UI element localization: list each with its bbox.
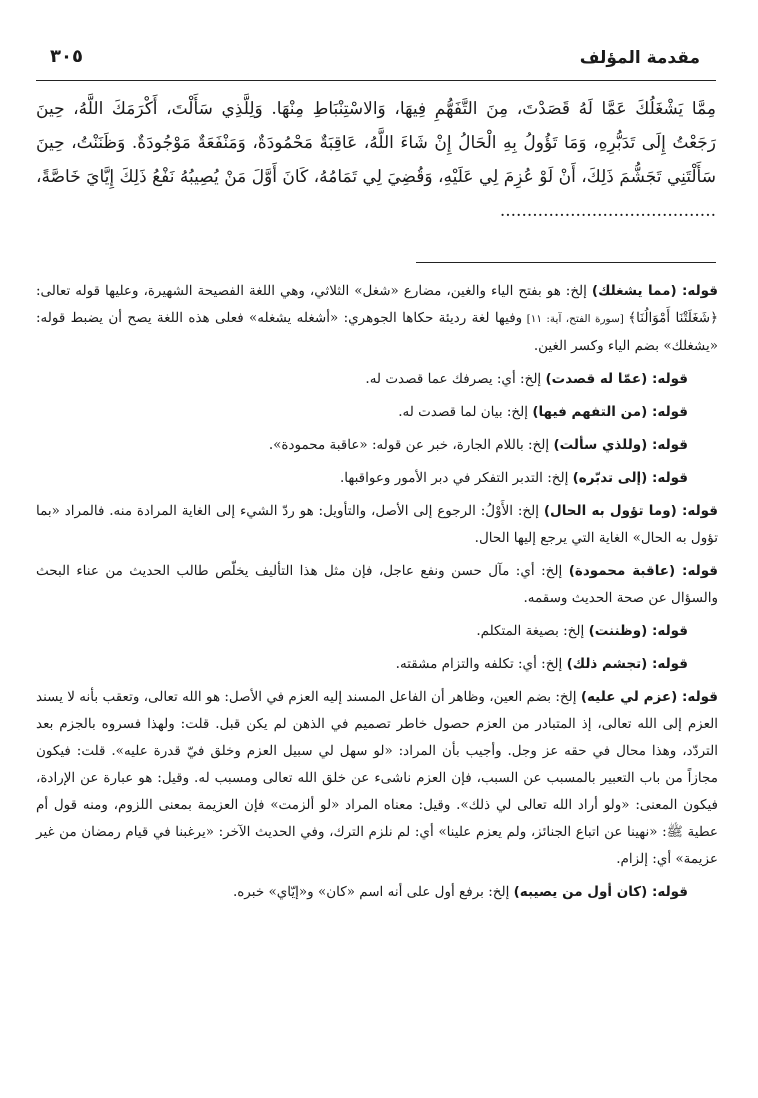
entry-lemma: (تجشم ذلك) [566,656,648,672]
entry-qawluh: قوله: [675,563,719,579]
entry-ilakh: إلخ: [513,503,544,519]
commentary-entry [36,399,718,426]
entry-lemma: (عمّا له قصدت) [545,371,648,387]
entry-qawluh: قوله: [647,371,688,387]
entry-ilakh: إلخ: [523,437,554,453]
entry-body: أي: تكلفه والتزام مشقته. [395,656,537,672]
entry-lemma: (عزم لي عليه) [580,689,678,705]
entry-body: بضم العين، وظاهر أن الفاعل المسند إليه العزم في الأصل: هو الله تعالى، وتعقب بأنه لا يسند العزم إلى الله تعالى، إذ المتبادر من العزم حصول خاطر تصميم في الذهن لم يكن قبل. قلت: ولهذا فسروه بالجزم بعد التردّد، وهذا محال في حقه عز وجل. وأجيب بأن المراد: «لو سهل لي سبيل العزم وخلق فيّ قدرة عليه». قلت: فيكون مجازاً من باب التعبير بالمسبب عن السبب، فإن العزم ناشىء عن خلق الله تعالى ومسبب له. وقيل: هو عبارة عن الإرادة، فيكون المعنى: «ولو أراد الله تعالى لي ذلك». وقيل: معناه المراد «لو ألزمت» فإن العزيمة بمعنى اللزوم، ومنه قول أم عطية ﷺ: «نهينا عن اتباع الجنائز، ولم يعزم علينا» أي: لم نلزم الترك، وفي الحديث الآخر: «يرغبنا في قيام رمضان من غير عزيمة» أي: إلزام. [36,689,718,867]
entry-ilakh: إلخ: [558,623,589,639]
entry-ilakh: إلخ: [534,563,569,579]
entry-qawluh: قوله: [647,404,688,420]
commentary-entry [36,879,718,906]
commentary-entry [36,278,718,360]
entry-lemma: (إلى تدبّره) [572,470,648,486]
commentary [36,278,718,912]
entry-lemma: (من التفهم فيها) [532,404,648,420]
entry-qawluh: قوله: [647,623,688,639]
entry-body: هو بفتح الياء والغين، مضارع «شغل» الثلاثي، وهي اللغة الفصيحة الشهيرة، وعليها قوله تعالى: ﴿شَغَلَتْنَا أَمْوَالُنَا﴾ [36,283,718,326]
entry-lemma: (وما تؤول به الحال) [543,503,677,519]
running-header [40,40,708,80]
entry-body: التدبر التفكر في دبر الأمور وعواقبها. [339,470,543,486]
entry-ilakh: إلخ: [483,884,514,900]
entry-ilakh: إلخ: [542,470,573,486]
commentary-entry [36,465,718,492]
entry-ilakh: إلخ: [515,371,546,387]
entry-lemma: (وللذي سألت) [553,437,648,453]
entry-qawluh: قوله: [676,503,718,519]
entry-ilakh: إلخ: [551,689,581,705]
header-divider [36,80,716,81]
commentary-entry [36,432,718,459]
entry-lemma: (وظننت) [588,623,648,639]
commentary-entry [36,558,718,612]
commentary-entry [36,498,718,552]
entry-lemma: (عاقبة محمودة) [568,563,676,579]
entry-lemma: (مما يشغلك) [591,283,677,299]
entry-qawluh: قوله: [647,470,688,486]
main-text [36,92,716,228]
entry-body: الأَوْلُ: الرجوع إلى الأصل، والتأويل: هو ردّ الشيء إلى الغاية المرادة منه. فالمراد «بما تؤول به الحال» الغاية التي يرجع إليها الحال. [36,503,718,546]
page-number: ٣٠٥ [50,46,83,67]
entry-body: أي: يصرفك عما قصدت له. [365,371,516,387]
commentary-entry [36,651,718,678]
footnote-separator [416,262,716,263]
entry-ilakh: إلخ: [560,283,592,299]
entry-body: باللام الجارة، خبر عن قوله: «عاقبة محمودة». [268,437,524,453]
commentary-entry [36,618,718,645]
entry-ilakh: إلخ: [502,404,533,420]
entry-body: برفع أول على أنه اسم «كان» و«إيّاي» خبره. [232,884,484,900]
entry-tail: وفيها لغة رديئة حكاها الجوهري: «أشغله يشغله» فعلى هذه اللغة يصح أن يضبط قوله: «يشغلك» بضم الياء وكسر الغين. [36,310,718,354]
commentary-entry [36,366,718,393]
commentary-entry [36,684,718,873]
main-text-body: مِمَّا يَشْغَلُكَ عَمَّا لَهُ قَصَدْتَ، مِنَ التَّفَهُّمِ فِيهَا، وَالاسْتِنْبَاطِ مِنْهَا. وَلِلَّذِي سَأَلْتَ، أَكْرَمَكَ اللَّهُ، حِينَ رَجَعْتُ إِلَى تَدَبُّرِهِ، وَمَا تَؤُولُ بِهِ الْحَالُ إِنْ شَاءَ اللَّهُ، عَاقِبَةٌ مَحْمُودَةٌ، وَمَنْفَعَةٌ مَوْجُودَةٌ. وَظَنَنْتُ، حِينَ سَأَلْتَنِي تَجَشُّمَ ذَلِكَ، أَنْ لَوْ عُزِمَ لِي عَلَيْهِ، وَقُضِيَ لِي تَمَامُهُ، كَانَ أَوَّلَ مَنْ يُصِيبُهُ نَفْعُ ذَلِكَ إِيَّايَ خَاصَّةً، [36,99,716,187]
entry-ilakh: إلخ: [536,656,567,672]
entry-lemma: (كان أول من يصيبه) [513,884,648,900]
entry-body: بيان لما قصدت له. [398,404,503,420]
entry-qawluh: قوله: [647,656,688,672]
entry-body: بصيغة المتكلم. [476,623,559,639]
entry-qawluh: قوله: [647,437,688,453]
entry-reference: [سورة الفتح، آية: ١١] [522,313,629,325]
chapter-title: مقدمة المؤلف [579,48,700,68]
entry-qawluh: قوله: [677,689,718,705]
entry-qawluh: قوله: [647,884,688,900]
entry-qawluh: قوله: [676,283,718,299]
entry-body: أي: مآل حسن ونفع عاجل، فإن مثل هذا التأليف يخلّص طالب الحديث من عناء البحث والسؤال عن صحة الحديث وسقمه. [36,563,718,606]
main-text-dots: ........................................ [499,201,716,221]
